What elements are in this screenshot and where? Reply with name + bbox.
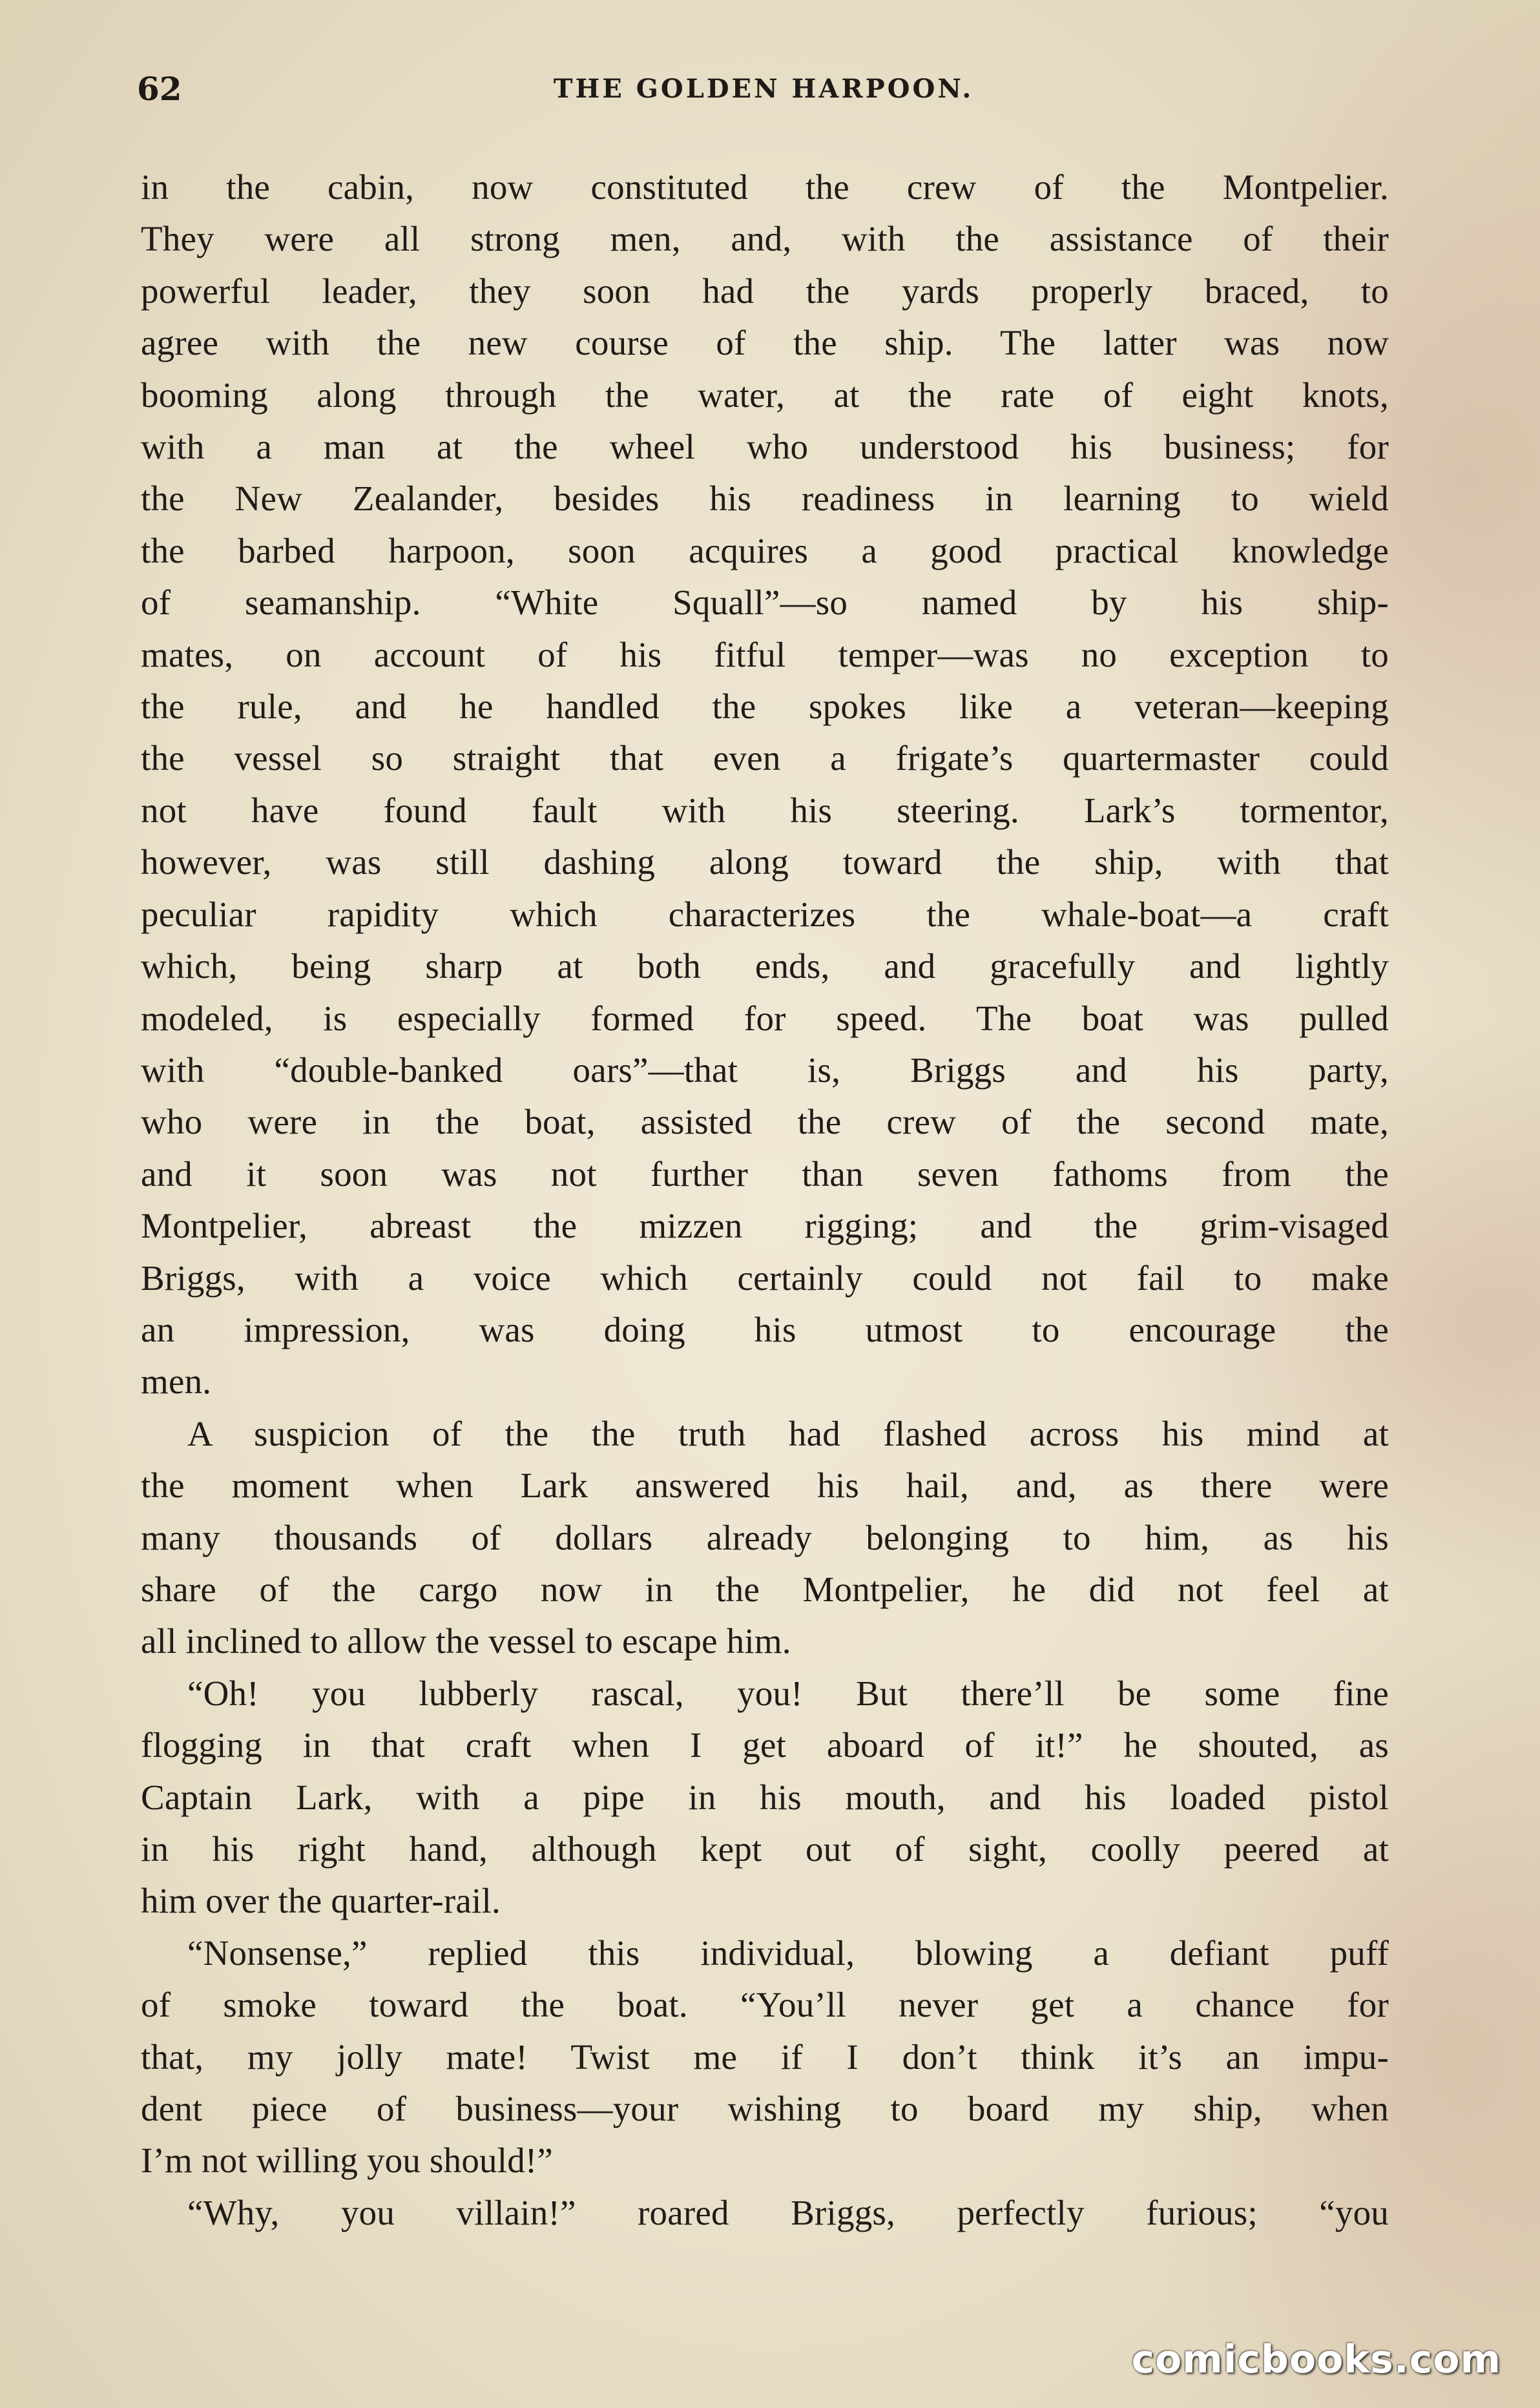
text-line: booming along through the water, at the rate of eight knots,: [141, 375, 1389, 415]
text-line: Briggs, with a voice which certainly could not fail to make: [141, 1258, 1389, 1298]
text-line: the barbed harpoon, soon acquires a good practical knowledge: [141, 530, 1389, 570]
text-line: “Nonsense,” replied this individual, blowing a defiant puff: [187, 1933, 1389, 1973]
text-line: mates, on account of his fitful temper—was no exception to: [141, 634, 1389, 674]
text-line: Montpelier, abreast the mizzen rigging; and the grim-visaged: [141, 1206, 1389, 1246]
text-line: powerful leader, they soon had the yards properly braced, to: [141, 271, 1389, 311]
text-line: which, being sharp at both ends, and gracefully and lightly: [141, 946, 1389, 986]
text-line: dent piece of business—your wishing to board my ship, when: [141, 2089, 1389, 2129]
text-line: with a man at the wheel who understood his business; for: [141, 427, 1389, 467]
text-line: him over the quarter-rail.: [141, 1881, 501, 1921]
watermark-logo: comicbooks.com: [1131, 2337, 1501, 2382]
text-line: share of the cargo now in the Montpelier, he did not feel at: [141, 1569, 1389, 1609]
text-line: “Why, you villain!” roared Briggs, perfectly furious; “you: [187, 2192, 1389, 2232]
running-title: THE GOLDEN HARPOON.: [553, 74, 974, 104]
text-line: of seamanship. “White Squall”—so named by his ship-: [141, 583, 1389, 623]
text-line: peculiar rapidity which characterizes the whale-boat—a craft: [141, 894, 1389, 934]
text-line: all inclined to allow the vessel to escape him.: [141, 1621, 791, 1661]
text-line: of smoke toward the boat. “You’ll never get a chance for: [141, 1985, 1389, 2025]
text-line: in his right hand, although kept out of sight, coolly peered at: [141, 1829, 1389, 1869]
text-line: They were all strong men, and, with the assistance of their: [141, 219, 1389, 259]
text-line: with “double-banked oars”—that is, Briggs and his party,: [141, 1050, 1389, 1090]
text-line: who were in the boat, assisted the crew of the second mate,: [141, 1102, 1389, 1142]
text-line: many thousands of dollars already belonging to him, as his: [141, 1517, 1389, 1557]
text-line: flogging in that craft when I get aboard of it!” he shouted, as: [141, 1725, 1389, 1765]
text-line: I’m not willing you should!”: [141, 2141, 554, 2181]
text-line: that, my jolly mate! Twist me if I don’t think it’s an impu-: [141, 2037, 1389, 2077]
text-line: Captain Lark, with a pipe in his mouth, and his loaded pistol: [141, 1777, 1389, 1817]
text-line: the New Zealander, besides his readiness in learning to wield: [141, 479, 1389, 519]
text-line: “Oh! you lubberly rascal, you! But there’ll be some fine: [187, 1673, 1389, 1713]
body-text: [141, 161, 1389, 2239]
text-line: not have found fault with his steering. Lark’s tormentor,: [141, 790, 1389, 830]
text-line: the moment when Lark answered his hail, and, as there were: [141, 1466, 1389, 1506]
text-line: men.: [141, 1362, 212, 1402]
text-line: the rule, and he handled the spokes like a veteran—keeping: [141, 687, 1389, 727]
text-line: however, was still dashing along toward the ship, with that: [141, 842, 1389, 882]
page-number: 62: [137, 70, 182, 108]
text-line: A suspicion of the the truth had flashed across his mind at: [187, 1413, 1389, 1453]
text-line: and it soon was not further than seven fathoms from the: [141, 1154, 1389, 1194]
text-line: modeled, is especially formed for speed. The boat was pulled: [141, 998, 1389, 1038]
text-line: agree with the new course of the ship. The latter was now: [141, 323, 1389, 363]
text-line: the vessel so straight that even a frigate’s quartermaster could: [141, 738, 1389, 778]
text-line: in the cabin, now constituted the crew of the Montpelier.: [141, 167, 1389, 207]
page-header: [137, 70, 1390, 115]
text-line: an impression, was doing his utmost to encourage the: [141, 1309, 1389, 1349]
